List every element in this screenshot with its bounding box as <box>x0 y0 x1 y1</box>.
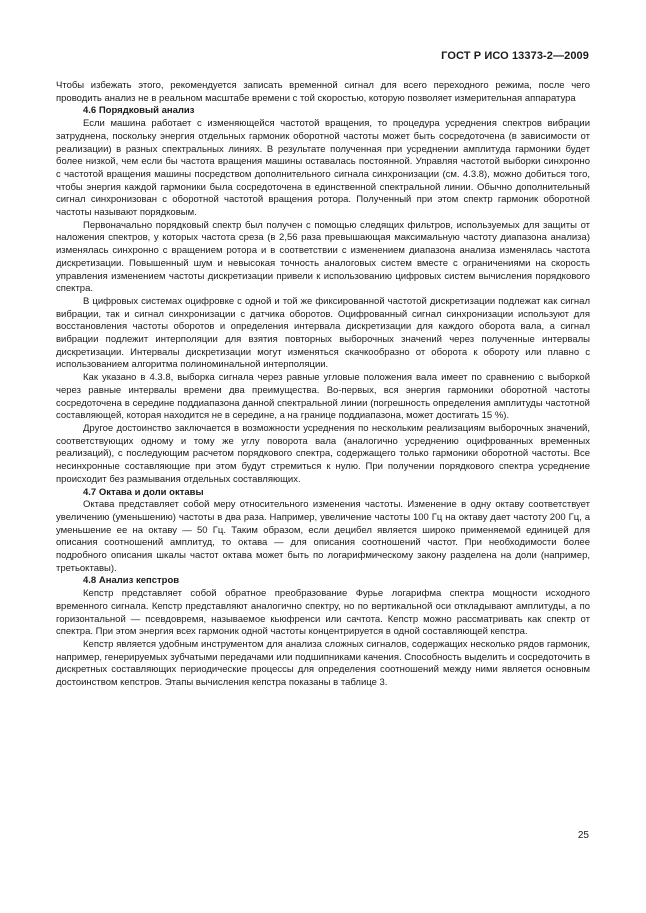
paragraph: В цифровых системах оцифровке с одной и той же фиксированной частотой дискретизации подлежат как сигнал вибрации, так и сигнал синхронизации с датчика оборотов. Оцифрованный сигнал синхронизации используют для восстановления частоты оборотов и определения интервала дискретизации для каждого оборота вала, а сигнал вибрации подлежит интерполяции для взятия повторных выборочных значений через полученные интервалы дискретизации. Интервалы дискретизации могут изменяться скачкообразно от оборота к обороту или плавно с использованием алгоритма полиноминальной интерполяции. <box>56 295 590 371</box>
paragraph: Кепстр является удобным инструментом для анализа сложных сигналов, содержащих несколько рядов гармоник, например, генерируемых зубчатыми передачами или подшипниками качения. Способность выделить и сосредоточить в дискретных составляющих периодические процессы для определения соотношений между ними является основным достоинством кепстров. Этапы вычисления кепстра показаны в таблице 3. <box>56 638 590 689</box>
paragraph: Как указано в 4.3.8, выборка сигнала через равные угловые положения вала имеет по сравнению с выборкой через равные интервалы времени два преимущества. Во-первых, вся энергия гармоники оборотной частоты сосредоточена в середине поддиапазона данной спектральной линии (погрешность определения амплитуды частотной составляющей, которая находится не в середине, а на границе поддиапазона, может достигать 15 %). <box>56 372 590 422</box>
section-heading-4-6: 4.6 Порядковый анализ <box>83 105 195 117</box>
section-heading-4-7: 4.7 Октава и доли октавы <box>83 486 204 498</box>
section-heading-4-8: 4.8 Анализ кепстров <box>83 575 180 587</box>
paragraph: Октава представляет собой меру относительного изменения частоты. Изменение в одну октаву соответствует увеличению (уменьшению) частоты в два раза. Например, увеличение частоты 100 Гц на октаву дает частоту 200 Гц, а уменьшение ее на октаву — 50 Гц. Таким образом, если децибел является широко применяемой единицей для описания соотношений амплитуд, то октава — для описания соотношений частот. При необходимости более подробного описания шкалы частот октава может быть по логарифмическому закону разделена на доли (например, третьоктавы). <box>56 499 590 574</box>
document-body <box>56 80 590 690</box>
document-header: ГОСТ Р ИСО 13373-2—2009 <box>441 50 589 62</box>
paragraph: Кепстр представляет собой обратное преобразование Фурье логарифма спектра мощности исходного временного сигнала. Кепстр представляют аналогично спектру, но по вертикальной оси откладывают амплитуды, а по горизонтальной — псевдовремя, называемое кьюфренси или сачтота. Кепстр можно рассматривать как спектр от спектра. При этом энергия всех гармоник одной частоты концентрируется в одной составляющей кепстра. <box>56 588 590 638</box>
paragraph: Другое достоинство заключается в возможности усреднения по нескольким реализациям выборочных значений, соответствующих одному и тому же углу поворота вала (аналогично усреднению оцифрованных временных реализаций), с последующим расчетом порядкового спектра, содержащего только гармоники оборотной частоты. Все несинхронные составляющие при этом будут стремиться к нулю. При получении порядкового спектра усреднение происходит без размывания отдельных составляющих. <box>56 422 590 485</box>
paragraph-intro: Чтобы избежать этого, рекомендуется записать временной сигнал для всего переходного режима, после чего проводить анализ не в реальном масштабе времени с той скоростью, которую позволяет измерительная аппаратура <box>56 80 590 104</box>
paragraph: Первоначально порядковый спектр был получен с помощью следящих фильтров, используемых для защиты от наложения спектров, у которых частота среза (в 2,56 раза превышающая максимальную частоту диапазона анализа) изменялась синхронно с вращением ротора и в соответствии с изменением диапазона анализа изменялась частота дискретизации. Повышенный шум и невысокая точность аналоговых систем вместе с ограничениями на скорость управления изменением частоты дискретизации привели к использованию цифровых систем вычисления порядкового спектра. <box>56 219 590 295</box>
paragraph: Если машина работает с изменяющейся частотой вращения, то процедура усреднения спектров вибрации затруднена, поскольку энергия отдельных гармоник оборотной частоты может быть сосредоточена (в зависимости от реализации) в разных спектральных линиях. В результате полученная при усреднении амплитуда гармоники будет более низкой, чем если бы частота вращения машины оставалась постоянной. Управляя частотой выборки синхронно с частотой вращения машины посредством дополнительного сигнала синхронизации (см. 4.3.8), можно добиться того, чтобы энергия каждой гармоники была сосредоточена в единственной спектральной линии. Обычно дополнительный сигнал синхронизован с оборотной частотой вращения ротора. Полученный при этом спектр гармоник оборотной частоты называют порядковым. <box>56 118 590 219</box>
page-number: 25 <box>577 830 589 841</box>
